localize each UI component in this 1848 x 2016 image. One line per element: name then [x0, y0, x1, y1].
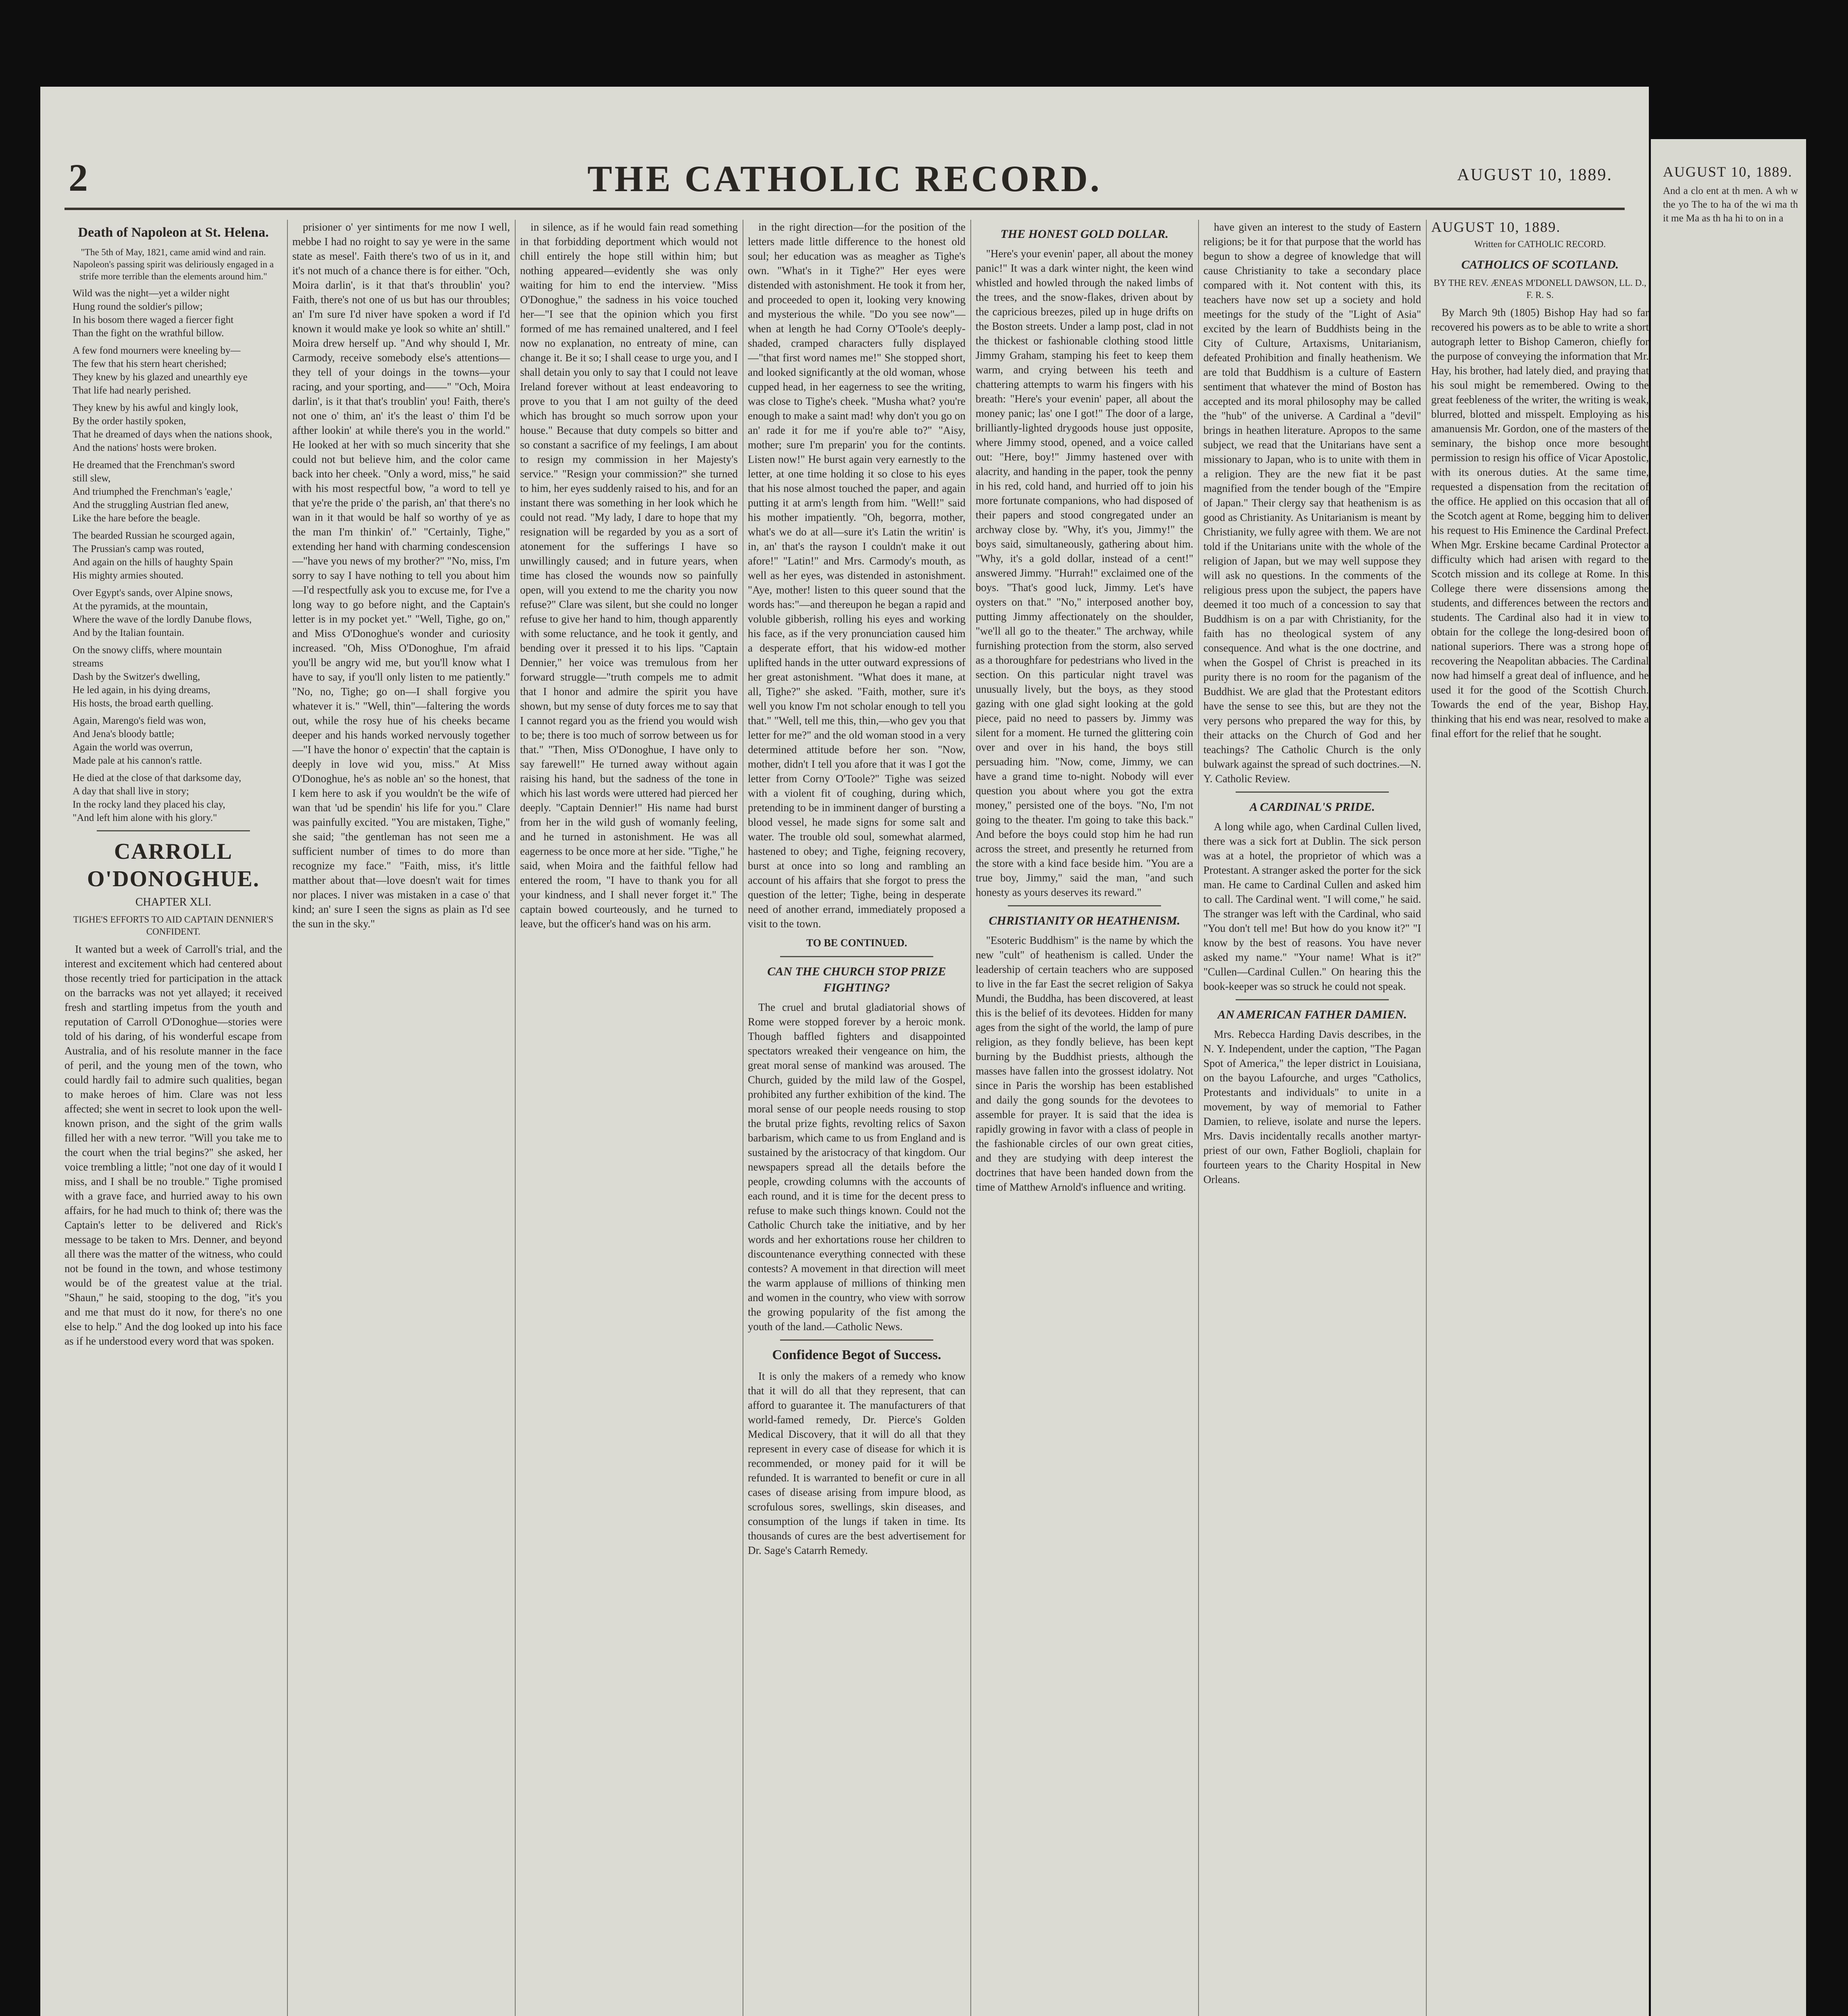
poem-verse: They knew by his awful and kingly look, By the order hastily spoken, That he dreamed of days when the nations shook, And the nations' hosts were broken. [73, 402, 273, 453]
section-divider [1236, 791, 1389, 793]
to-be-continued: TO BE CONTINUED. [806, 937, 907, 949]
article-title: CATHOLICS OF SCOTLAND. [1461, 258, 1619, 271]
article-body: in the right direction—for the position of the letters made little difference to the honest old soul; her education was as meagher as Tighe's own. "What's in it Tighe?" Her eyes were distended with astonishment. He took it from her, and proceeded to open it, looking very knowing and mysterious the while. "Do you see now"—when at length he had Corny O'Toole's deeply-shaded, cramped characters fully displayed—"that first word names me!" She stopped short, and looked significantly at the old woman, whose cupped head, in her eagerness to see the writing, was close to Tighe's cheek. "Musha what? you're enough to make a saint mad! why don't you go on an' rade it for me if you're able to?" "Aisy, mother; sure I'm preparin' you for the contints. Listen now!" He burst again very earnestly to the letter, at one time holding it so close to his eyes that his nose almost touched the paper, and again putting it at arm's length from him. "Well!" said his mother impatiently. "Oh, begorra, mother, what's we do at all—sure it's Latin the writin' is in, an' that's the rayson I couldn't make it out afore!" "Latin!" and Mrs. Carmody's mouth, as well as her eyes, was distended in astonishment. "Aye, mother! listen to this queer sound that the words has:"—and thereupon he began a rapid and voluble gibberish, rolling his eyes and working his face, as if the very pronunciation caused him a desperate effort, that his widow-ed mother uplifted hands in the utter outward expressions of her great astonishment. "What does it mane, at all, Tighe?" she asked. "Faith, mother, sure it's well you know I'm not scholar enough to tell you that." "Well, tell me this, thin,—who gev you that letter for me?" and the old woman stood in a very determined attitude before her son. "Now, mother, didn't I tell you afore that it was I got the letter from Corny O'Toole?" Tighe was seized with a violent fit of coughing, during which, pretending to be in imminent danger of bursting a blood vessel, he made signs for some salt and water. The trouble old soul, somewhat alarmed, hastened to obey; and Tighe, feigning recovery, burst at once into so long and rambling an account of his affairs that she forgot to press the question of the letter; Tighe, being in desperate need of another errand, immediately proposed a visit to the town. [748, 221, 966, 930]
article-body: It wanted but a week of Carroll's trial, and the interest and excitement which had centered about those recently tried for participation in the attack on the barracks was not yet allayed; it received fresh and startling impetus from the youth and reputation of Carroll O'Donoghue—stories were told of his daring, of his wonderful escape from Australia, and of his resolute manner in the face of peril, and the young men of the town, who could hardly fail to admire such qualities, began to make heroes of him. Clare was not less affected; she went in secret to look upon the well-known prison, and the sight of the grim walls filled her with a new terror. "Will you take me to the court when the trial begins?" she asked, her voice trembling a little; "not one day of it would I miss, and I shall be no trouble." Tighe promised with a grave face, and hurried away to his own affairs, for he had much to think of; there was the Captain's letter to be delivered and Rick's message to be taken to Mrs. Denner, and beyond all there was the matter of the witness, who could not be found in the town, and whose testimony would be of the greatest value at the trial. "Shaun," he said, stooping to the dog, "it's you and me that must do it now, for there's no one else to help." And the dog looked up into his face as if he understood every word that was spoken. [65, 943, 282, 1347]
article-title: AN AMERICAN FATHER DAMIEN. [1217, 1008, 1407, 1021]
column-2 [292, 220, 510, 2016]
masthead-title: THE CATHOLIC RECORD. [587, 158, 1102, 199]
poem-verse: On the snowy cliffs, where mountain streams Dash by the Switzer's dwelling, He led again, in his dying dreams, His hosts, the broad earth quelling. [73, 645, 222, 709]
poem-verse: He died at the close of that darksome day, A day that shall live in story; In the rocky land they placed his clay, "And left him alone with his glory." [73, 773, 241, 823]
article-body: "Esoteric Buddhism" is the name by which the new "cult" of heathenism is called. Under the leadership of certain teachers who are supposed to live in the far East the secret religion of Sakya Mundi, the Buddha, has been discovered, at least this is the belief of its devotees. Hidden for many ages from the sight of the world, the lamp of pure religion, as they fondly believe, has been kept burning by the Buddhist priests, although the masses have fallen into the grossest idolatry. Not since in Paris the worship has been established and daily the gong sounds for the devotees to assemble for prayer. It is said that the idea is rapidly growing in favor with a class of people in the fashionable circles of our own great cities, and they are studying with deep interest the doctrines that have been handed down from the time of Matthew Arnold's influence and writing. [976, 934, 1193, 1193]
article-body: Mrs. Rebecca Harding Davis describes, in the N. Y. Independent, under the caption, "The Pagan Spot of America," the leper district in Louisiana, on the bayou Lafourche, and urges "Catholics, Protestants and individuals" to unite in a movement, by way of memorial to Father Damien, to relieve, isolate and nurse the lepers. Mrs. Davis incidentally recalls another martyr-priest of our own, Father Boglioli, chaplain for fourteen years to the Charity Hospital in New Orleans. [1203, 1028, 1421, 1185]
article-title: CHRISTIANITY OR HEATHENISM. [989, 914, 1180, 927]
newspaper-page [40, 87, 1649, 2016]
section-divider [780, 956, 933, 957]
column-rule [287, 220, 288, 2016]
column-6 [1203, 220, 1421, 2016]
poem-intro: "The 5th of May, 1821, came amid wind and rain. Napoleon's passing spirit was deliriously engaged in a strife more terrible than the elements around him." [73, 247, 274, 281]
section-divider [780, 1339, 933, 1341]
adjacent-page-strip [1651, 139, 1806, 2016]
poem-verse: Again, Marengo's field was won, And Jena's bloody battle; Again the world was overrun, Made pale at his cannon's rattle. [73, 715, 206, 766]
section-divider [1236, 999, 1389, 1000]
article-title: CAN THE CHURCH STOP PRIZE FIGHTING? [767, 965, 946, 994]
column-4 [748, 220, 966, 2016]
author-line: BY THE REV. ÆNEAS M'DONELL DAWSON, LL. D., F. R. S. [1434, 278, 1646, 300]
article-title: THE HONEST GOLD DOLLAR. [1000, 227, 1169, 241]
chapter-subtitle: TIGHE'S EFFORTS TO AID CAPTAIN DENNIER'S CONFIDENT. [73, 914, 274, 937]
poem-verse: He dreamed that the Frenchman's sword still slew, And triumphed the Frenchman's 'eagle,' And the struggling Austrian fled anew, Like the hare before the beagle. [73, 460, 235, 524]
byline-note: Written for CATHOLIC RECORD. [1474, 239, 1606, 249]
poem-verse: The bearded Russian he scourged again, The Prussian's camp was routed, And again on the hills of haughty Spain His mighty armies shouted. [73, 530, 235, 581]
article-title: Confidence Begot of Success. [772, 1347, 941, 1362]
serial-title: CARROLL O'DONOGHUE. [87, 839, 260, 891]
column-rule [1198, 220, 1199, 2016]
article-body: prisioner o' yer sintiments for me now I well, mebbe I had no roight to say ye were in the same state as mesel'. Faith there's two of us in it, and it's not much of a chance there is for either. "Och, Moira darlin', is it that that's throublin' you? Faith, there's not one of us but has our throubles; an' I'm sure I'd niver have spoken a word if I'd known it would make ye look so white an' shtill." Moira drew herself up. "And why should I, Mr. Carmody, receive somebody else's attentions—they tell of your doings in the towns—your racing, and your sporting, and——" "Och, Moira darlin', is it that that's troublin' you! Faith, there's not one o' thim, an' it's the least o' thim I'd be afther lookin' at while there's you in the world." He looked at her with so much sincerity that she could not but believe him, and the color came back into her cheek. "Only a word, miss," he said with his most respectful bow, "a word to tell ye that ye're the pride o' the parish, an' that there's no wan in it that would be half so worthy of ye as the man I'm thinkin' of." "Certainly, Tighe," extending her hand with charming condescension—"have you news of my brother?" "No, miss, I'm sorry to say I have nothing to tell you about him—I'd respectfully ask you to excuse me, for I've a long way to go before night, and the Captain's letter is in my pocket yet." "Well, Tighe, go on," and Miss O'Donoghue's wonder and curiosity increased. "Oh, Miss O'Donoghue, I'm afraid you'll be angry wid me, but you'll know what I have to say, if you'll only listen to me patiently." "No, no, Tighe; go on—I shall forgive you whatever it is." "Well, thin"—faltering the words out, while the rosy hue of his cheeks became deeper and his hands worked nervously together—"I have the honor o' expectin' that the captain is deeply in love wid you, miss." At Miss O'Donoghue, he's as noble an' so the honest, that I kem here to ask if you wouldn't be the wife of wan that 'ud be spendin' his life for you." Clare was painfully excited. "You are mistaken, Tighe," she said; "the gentleman has not seen me a sufficient number of times to do more than recognize my face." "Faith, miss, it's little matther about that—love doesn't wait for times nor places. I niver was mistaken in a case o' that kind; an' sure I seen the signs as plain as I'd see the sun in the sky." [292, 221, 510, 930]
page-number: 2 [69, 156, 88, 199]
column-rule [515, 220, 516, 2016]
column-rule [970, 220, 971, 2016]
poem-verse: A few fond mourners were kneeling by— The few that his stern heart cherished; They knew by his glazed and unearthly eye That life had nearly perished. [73, 345, 248, 396]
section-divider [1008, 905, 1161, 906]
poem-verse: Wild was the night—yet a wilder night Hung round the soldier's pillow; In his bosom there waged a fiercer fight Than the fight on the wrathful billow. [73, 288, 234, 339]
column-3 [520, 220, 738, 2016]
issue-date: AUGUST 10, 1889. [1457, 166, 1613, 184]
chapter-number: CHAPTER XLI. [135, 896, 212, 908]
column-rule [1426, 220, 1427, 2016]
adjacent-page-date: AUGUST 10, 1889. [1663, 164, 1793, 180]
article-body: "Here's your evenin' paper, all about the money panic!" It was a dark winter night, the keen wind whistled and howled through the naked limbs of the trees, and the snow-flakes, driven about by the capricious breezes, piled up in huge drifts on the Boston streets. Under a lamp post, clad in not the thickest or fashionable clothing stood little Jimmy Graham, stamping his feet to keep them warm, and crying between his teeth and chattering attempts to warm his fingers with his breath: "Here's your evenin' paper, all about the money panic; las' one I got!" The door of a large, brilliantly-lighted drygoods house just opposite, where Jimmy stood, opened, and a voice called out: "Here, boy!" Jimmy hastened over with alacrity, and handing in the paper, took the penny in his red, cold hand, and hurried off to join his more fortunate companions, who had disposed of their papers and stood congregated under an archway close by. "Why, it's you, Jimmy!" the boys said, simultaneously, gathering about him. "Why, it's a gold dollar, instead of a cent!" answered Jimmy. "Hurrah!" exclaimed one of the boys. "That's good luck, Jimmy. Let's have oysters on that." "No," interposed another boy, putting Jimmy affectionately on the shoulder, "we'll all go to the theater." The archway, while furnishing protection from the storm, also served as a thoroughfare for pedestrians who lived in the section. On this particular night travel was unusually lively, but the boys, as they stood gazing with one glad sight looking at the gold piece, paid no need to passers by. Jimmy was silent for a moment. He turned the glittering coin over and over in his hand, the boys still persuading him. "Now, come, Jimmy, we can have a grand time to-night. Nobody will ever question you about where you got the extra money," persisted one of the boys. "No, I'm not going to the theater. I'm going to take this back." And before the boys could stop him he had run across the street, and presently he returned from the store with a kind face beside him. "You are a true boy, Jimmy," said the man, "and such honesty as yours deserves its reward." [976, 248, 1193, 898]
article-body: have given an interest to the study of Eastern religions; be it for that purpose that the world has begun to show a degree of knowledge that will cause Christianity to take a secondary place compared with it. Not content with this, its teachers have now set up a society and hold meetings for the study of the "Light of Asia" excited by the learn of Buddhists being in the City of Culture, Artaxisms, Unitarianism, defeated Prohibition and finally heathenism. We are told that Buddhism is a culture of Eastern sentiment that whatever the mind of Boston has accepted and its moral philosophy may be called the "hub" of the universe. A Cardinal a "devil" brings in heathen literature. Apropos to the same subject, we read that the Unitarians have sent a missionary to Japan, who is to unite with them in a religion. They are the new fiat it be past magnified from the tender bough of the "Empire of Japan." Their clergy say that heathenism is as good as Christianity. As Unitarianism is meant by Christianity, we fully agree with them. We are not told if the Unitarians unite with the whole of the religion of Japan, but we may well suppose they will ask no questions. In the comments of the religious press upon the subject, the papers have deemed it too much of a concession to say that Buddhism is on a par with Christianity, for the faith has no theological system of any consequence. And what is the one doctrine, and when the Gospel of Christ is preached in its purity there is no room for the paganism of the Buddhist. We are glad that the Protestant editors have the sense to see this, but are they not the very persons who prepared the way for this, by their attacks on the Church of God and her teachings? The Catholic Church is the only bulwark against the spread of such doctrines.—N. Y. Catholic Review. [1203, 221, 1421, 785]
masthead-rule [65, 208, 1625, 210]
column-7 [1431, 220, 1649, 2016]
article-body: The cruel and brutal gladiatorial shows of Rome were stopped forever by a heroic monk. Though baffled fighters and disappointed spectators wreaked their vengeance on him, the great moral sense of mankind was aroused. The Church, guided by the mild law of the Gospel, prohibited any further exhibition of the kind. The moral sense of our people needs rousing to stop the brutal prize fights, revolting relics of Saxon barbarism, which came to us from England and is sustained by the aristocracy of that kingdom. Our newspapers spread all the details before the people, crowding columns with the accounts of each round, and it is time for the decent press to refuse to make such things known. Could not the Catholic Church take the initiative, and by her words and her exhortations rouse her children to discountenance everything connected with these contests? A movement in that direction will meet the warm applause of millions of thinking men and women in the country, who view with sorrow the growing popularity of the fist among the youth of the land.—Catholic News. [748, 1001, 966, 1333]
adjacent-page-text: And a clo ent at th men. A wh w the yo The to ha of the wi ma th it me Ma as th ha hi to on in a [1663, 185, 1798, 224]
section-divider [97, 830, 250, 831]
article-body: By March 9th (1805) Bishop Hay had so far recovered his powers as to be able to write a short autograph letter to Bishop Cameron, chiefly for the purpose of conveying the information that Mr. Hay, his brother, had lately died, and praying that his soul might be remembered. Owing to the great feebleness of the writer, the writing is weak, blurred, blotted and misspelt. Employing as his amanuensis Mr. Gordon, one of the masters of the seminary, the bishop once more besought permission to resign his office of Vicar Apostolic, with its onerous duties. At the same time, requested a dispensation from the recitation of the office. He applied on this occasion that all of the Scotch agent at Rome, begging him to deliver his request to His Eminence the Cardinal Prefect. When Mgr. Erskine became Cardinal Protector a difficulty which had arisen with regard to the Scotch mission and its college at Rome. In this College there were dissensions among the students, and differences between the rectors and students. The Cardinal also had it in view to obtain for the college the long-desired boon of national superiors. There was a strong hope of recovering the Neapolitan abbacies. The Cardinal now had himself a great deal of influence, and he used it for the good of the Scottish Church. Towards the end of the year, Bishop Hay, thinking that his end was near, resolved to make a final effort for the relief that he sought. [1431, 306, 1649, 739]
poem-verse: Over Egypt's sands, over Alpine snows, At the pyramids, at the mountain, Where the wave of the lordly Danube flows, And by the Italian fountain. [73, 587, 252, 638]
poem-title: Death of Napoleon at St. Helena. [78, 225, 269, 240]
article-body: It is only the makers of a remedy who know that it will do all that they represent, that can afford to guarantee it. The manufacturers of that world-famed remedy, Dr. Pierce's Golden Medical Discovery, that it will do all that they represent in every case of disease for which it is recommended, or money paid for it will be refunded. It is warranted to benefit or cure in all cases of disease arising from impure blood, as scrofulous sores, swellings, skin diseases, and consumption of the lungs if taken in time. Its thousands of cures are the best advertisement for Dr. Sage's Catarrh Remedy. [748, 1370, 966, 1556]
column-date: AUGUST 10, 1889. [1431, 220, 1561, 235]
article-body: A long while ago, when Cardinal Cullen lived, there was a sick fort at Dublin. The sick person was at a hotel, the proprietor of which was a Protestant. A stranger asked the porter for the sick man. He came to Cardinal Cullen and asked him to call. The Cardinal went. "I will come," he said. The stranger was left with the Cardinal, who said "You don't tell me! But how do you know it?" "I know by the best of reasons. You have never asked my name." "Your name! What is it?" "Cullen—Cardinal Cullen." On hearing this the book-keeper was so struck he could not speak. [1203, 821, 1421, 992]
article-body: in silence, as if he would fain read something in that forbidding deportment which would not chill entirely the hope still within him; but nothing appeared—evidently she was only waiting for him to end the interview. "Miss O'Donoghue," the sadness in his voice touched her—"I see that the opinion which you first formed of me has remained unaltered, and I feel now no explanation, no entreaty of mine, can change it. Be it so; I shall cease to urge you, and I shall detain you only to say that I could not leave Ireland forever without at least endeavoring to prove to you that I am not guilty of the deed which has brought so much sorrow upon your house." Because that duty compels so bitter and so constant a sacrifice of my feelings, I am about to resign my commission in her Majesty's service." "Resign your commission?" she turned to him, her eyes suddenly raised to his, and for an instant there was something in her look which he could not read. "My lady, I dare to hope that my resignation will be regarded by you as a sort of atonement for the sufferings I have so unwillingly caused; and in future years, when time has closed the wounds now so painfully open, will you extend to me the charity you now refuse?" Clare was silent, but she could no longer refuse to give her hand to him, though apparently with some reluctance, and he took it gently, and bending over it pressed it to his lips. "Captain Dennier," her voice was tremulous from her forward struggle—"truth compels me to admit that I honor and admire the spirit you have shown, but my sense of duty forces me to say that I cannot regard you as the friend you would wish to be; there is too much of sorrow between us for that." "Then, Miss O'Donoghue, I have only to say farewell!" He turned away without again raising his hand, but the sadness of the tone in which his last words were uttered had pierced her deeply. "Captain Dennier!" His name had burst from her in the wild gush of womanly feeling, and he turned in astonishment. He was all eagerness to be once more at her side. "Tighe," he said, when Moira and the faithful fellow had entered the room, "I have to thank you for all your kindness, and I shall never forget it." The captain bowed courteously, and he turned to leave, but the officer's hand was on his arm. [520, 221, 738, 930]
column-1 [65, 220, 282, 2016]
column-5 [976, 220, 1193, 2016]
article-title: A CARDINAL'S PRIDE. [1249, 800, 1375, 814]
